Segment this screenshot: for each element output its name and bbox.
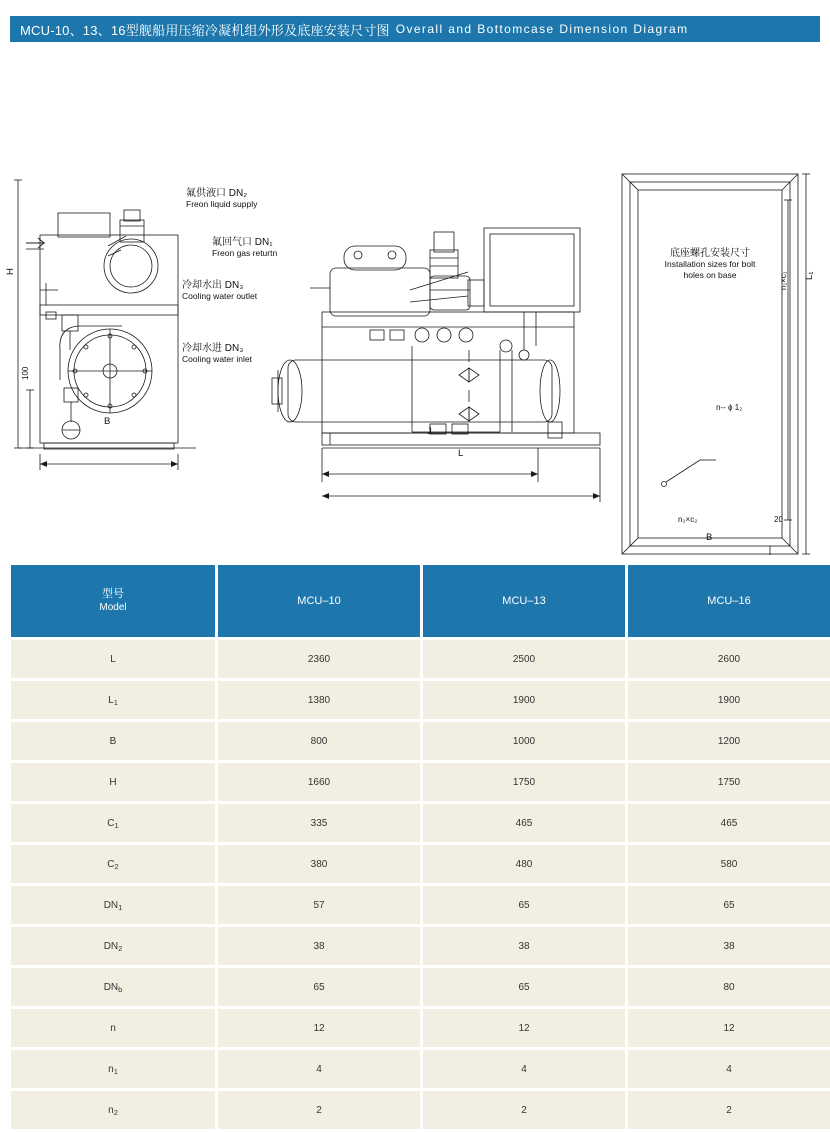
column-header-mcu-16-label: MCU–16 (707, 595, 751, 607)
dim-right-height-1: n₁×c₁ (779, 271, 788, 290)
callout-cooling-water-inlet (182, 343, 252, 365)
cell-mcu-16: 1200 (628, 722, 830, 760)
callout-freon-liquid-supply-cn: 氟供液口 DN₂ (186, 188, 248, 199)
row-label (11, 968, 215, 1006)
column-header-mcu-10-label: MCU–10 (297, 595, 341, 607)
dim-hole-note: n-- ϕ 1₂ (716, 403, 743, 412)
cell-mcu-16: 1900 (628, 681, 830, 719)
dim-right-bottom: n₂×c₂ (678, 515, 698, 524)
table-row (11, 763, 830, 801)
column-header-mcu-13 (423, 565, 625, 637)
dim-left-small: 100 (21, 366, 30, 380)
cell-mcu-13: 465 (423, 804, 625, 842)
row-label-sub: 1 (113, 697, 118, 707)
column-header-mcu-13-label: MCU–13 (502, 595, 546, 607)
cell-mcu-10: 65 (218, 968, 420, 1006)
callout-cooling-water-inlet-en: Cooling water inlet (182, 354, 252, 364)
callout-freon-gas-return-cn: 氟回气口 DN₁ (212, 237, 273, 248)
table-row (11, 640, 830, 678)
row-label (11, 681, 215, 719)
row-label-sub: b (118, 984, 123, 994)
cell-mcu-10: 1660 (218, 763, 420, 801)
dim-left-width: B (104, 416, 111, 427)
table-body (11, 640, 830, 1129)
callout-freon-gas-return-en: Freon gas returtn (212, 248, 278, 258)
row-label (11, 1009, 215, 1047)
row-label-text: L (110, 653, 116, 665)
table-row (11, 1091, 830, 1129)
cell-mcu-10: 2 (218, 1091, 420, 1129)
row-label-text: DN (103, 981, 119, 993)
row-label-sub: 2 (118, 943, 123, 953)
dim-right-width: B (706, 532, 713, 543)
drawing-svg (0, 50, 830, 555)
column-header-mcu-10 (218, 565, 420, 637)
table-header-row (11, 565, 830, 637)
row-label-text: H (109, 776, 117, 788)
cell-mcu-16: 580 (628, 845, 830, 883)
cell-mcu-13: 65 (423, 886, 625, 924)
row-label-text: n (110, 1022, 116, 1034)
row-label (11, 722, 215, 760)
cell-mcu-10: 12 (218, 1009, 420, 1047)
cell-mcu-13: 480 (423, 845, 625, 883)
spec-table-container (8, 562, 822, 1132)
row-label-sub: 1 (114, 820, 119, 830)
cell-mcu-13: 38 (423, 927, 625, 965)
cell-mcu-16: 2 (628, 1091, 830, 1129)
cell-mcu-13: 4 (423, 1050, 625, 1088)
cell-mcu-10: 4 (218, 1050, 420, 1088)
cell-mcu-16: 80 (628, 968, 830, 1006)
cell-mcu-10: 335 (218, 804, 420, 842)
cell-mcu-16: 2600 (628, 640, 830, 678)
column-header-model-en: Model (99, 602, 127, 613)
row-label-sub: 1 (118, 902, 123, 912)
cell-mcu-16: 465 (628, 804, 830, 842)
row-label (11, 1050, 215, 1088)
table-row (11, 927, 830, 965)
row-label-text: C (107, 858, 115, 870)
callout-freon-liquid-supply-en: Freon liquid supply (186, 199, 258, 209)
dim-center-width-1: J (427, 426, 432, 437)
base-note-cn: 底座螺孔安装尺寸 (670, 248, 750, 259)
cell-mcu-13: 1750 (423, 763, 625, 801)
callout-freon-liquid-supply (186, 188, 257, 210)
table-row (11, 681, 830, 719)
table-row (11, 1009, 830, 1047)
cell-mcu-13: 1900 (423, 681, 625, 719)
dim-center-width-2: L (458, 448, 464, 459)
row-label (11, 1091, 215, 1129)
cell-mcu-16: 1750 (628, 763, 830, 801)
row-label-text: n (108, 1104, 114, 1116)
cell-mcu-16: 4 (628, 1050, 830, 1088)
cell-mcu-10: 380 (218, 845, 420, 883)
cell-mcu-13: 2 (423, 1091, 625, 1129)
page-title-en: Overall and Bottomcase Dimension Diagram (395, 22, 689, 36)
row-label-text: DN (103, 899, 119, 911)
cell-mcu-16: 65 (628, 886, 830, 924)
cell-mcu-13: 65 (423, 968, 625, 1006)
table-row (11, 845, 830, 883)
row-label (11, 804, 215, 842)
column-header-mcu-16 (628, 565, 830, 637)
callout-cooling-water-inlet-cn: 冷却水进 DN₃ (182, 343, 244, 354)
table-row (11, 968, 830, 1006)
callout-cooling-water-outlet (182, 280, 257, 302)
dim-right-edge: 20 (774, 515, 783, 524)
row-label-text: DN (103, 940, 119, 952)
cell-mcu-10: 1380 (218, 681, 420, 719)
table-row (11, 886, 830, 924)
column-header-model (11, 565, 215, 637)
row-label-sub: 2 (113, 1107, 118, 1117)
table-row (11, 1050, 830, 1088)
row-label (11, 763, 215, 801)
row-label-text: n (108, 1063, 114, 1075)
base-note-en-line1: Installation sizes for bolt (664, 259, 756, 269)
row-label-text: C (107, 817, 115, 829)
row-label-sub: 1 (113, 1066, 118, 1076)
table-row (11, 722, 830, 760)
dim-left-height: H (5, 268, 16, 275)
spec-table (8, 562, 830, 1132)
cell-mcu-13: 1000 (423, 722, 625, 760)
technical-drawing (0, 50, 830, 555)
page-title-bar (10, 16, 820, 42)
cell-mcu-10: 800 (218, 722, 420, 760)
row-label-sub: 2 (114, 861, 119, 871)
dim-right-height-2: L₁ (804, 271, 815, 280)
column-header-model-cn: 型号 (102, 588, 124, 600)
page-title-cn: MCU-10、13、16型舰船用压缩冷凝机组外形及底座安装尺寸图 (20, 22, 390, 38)
cell-mcu-10: 2360 (218, 640, 420, 678)
cell-mcu-13: 2500 (423, 640, 625, 678)
base-note-en-line2: holes on base (683, 270, 737, 280)
cell-mcu-10: 57 (218, 886, 420, 924)
row-label (11, 927, 215, 965)
callout-freon-gas-return (212, 237, 277, 259)
callout-cooling-water-outlet-cn: 冷却水出 DN₃ (182, 280, 244, 291)
cell-mcu-13: 12 (423, 1009, 625, 1047)
table-row (11, 804, 830, 842)
callout-cooling-water-outlet-en: Cooling water outlet (182, 291, 258, 301)
row-label (11, 845, 215, 883)
cell-mcu-16: 38 (628, 927, 830, 965)
cell-mcu-16: 12 (628, 1009, 830, 1047)
cell-mcu-10: 38 (218, 927, 420, 965)
row-label-text: L (108, 694, 114, 706)
base-note (636, 248, 784, 281)
row-label (11, 886, 215, 924)
row-label-text: B (109, 735, 117, 747)
row-label (11, 640, 215, 678)
